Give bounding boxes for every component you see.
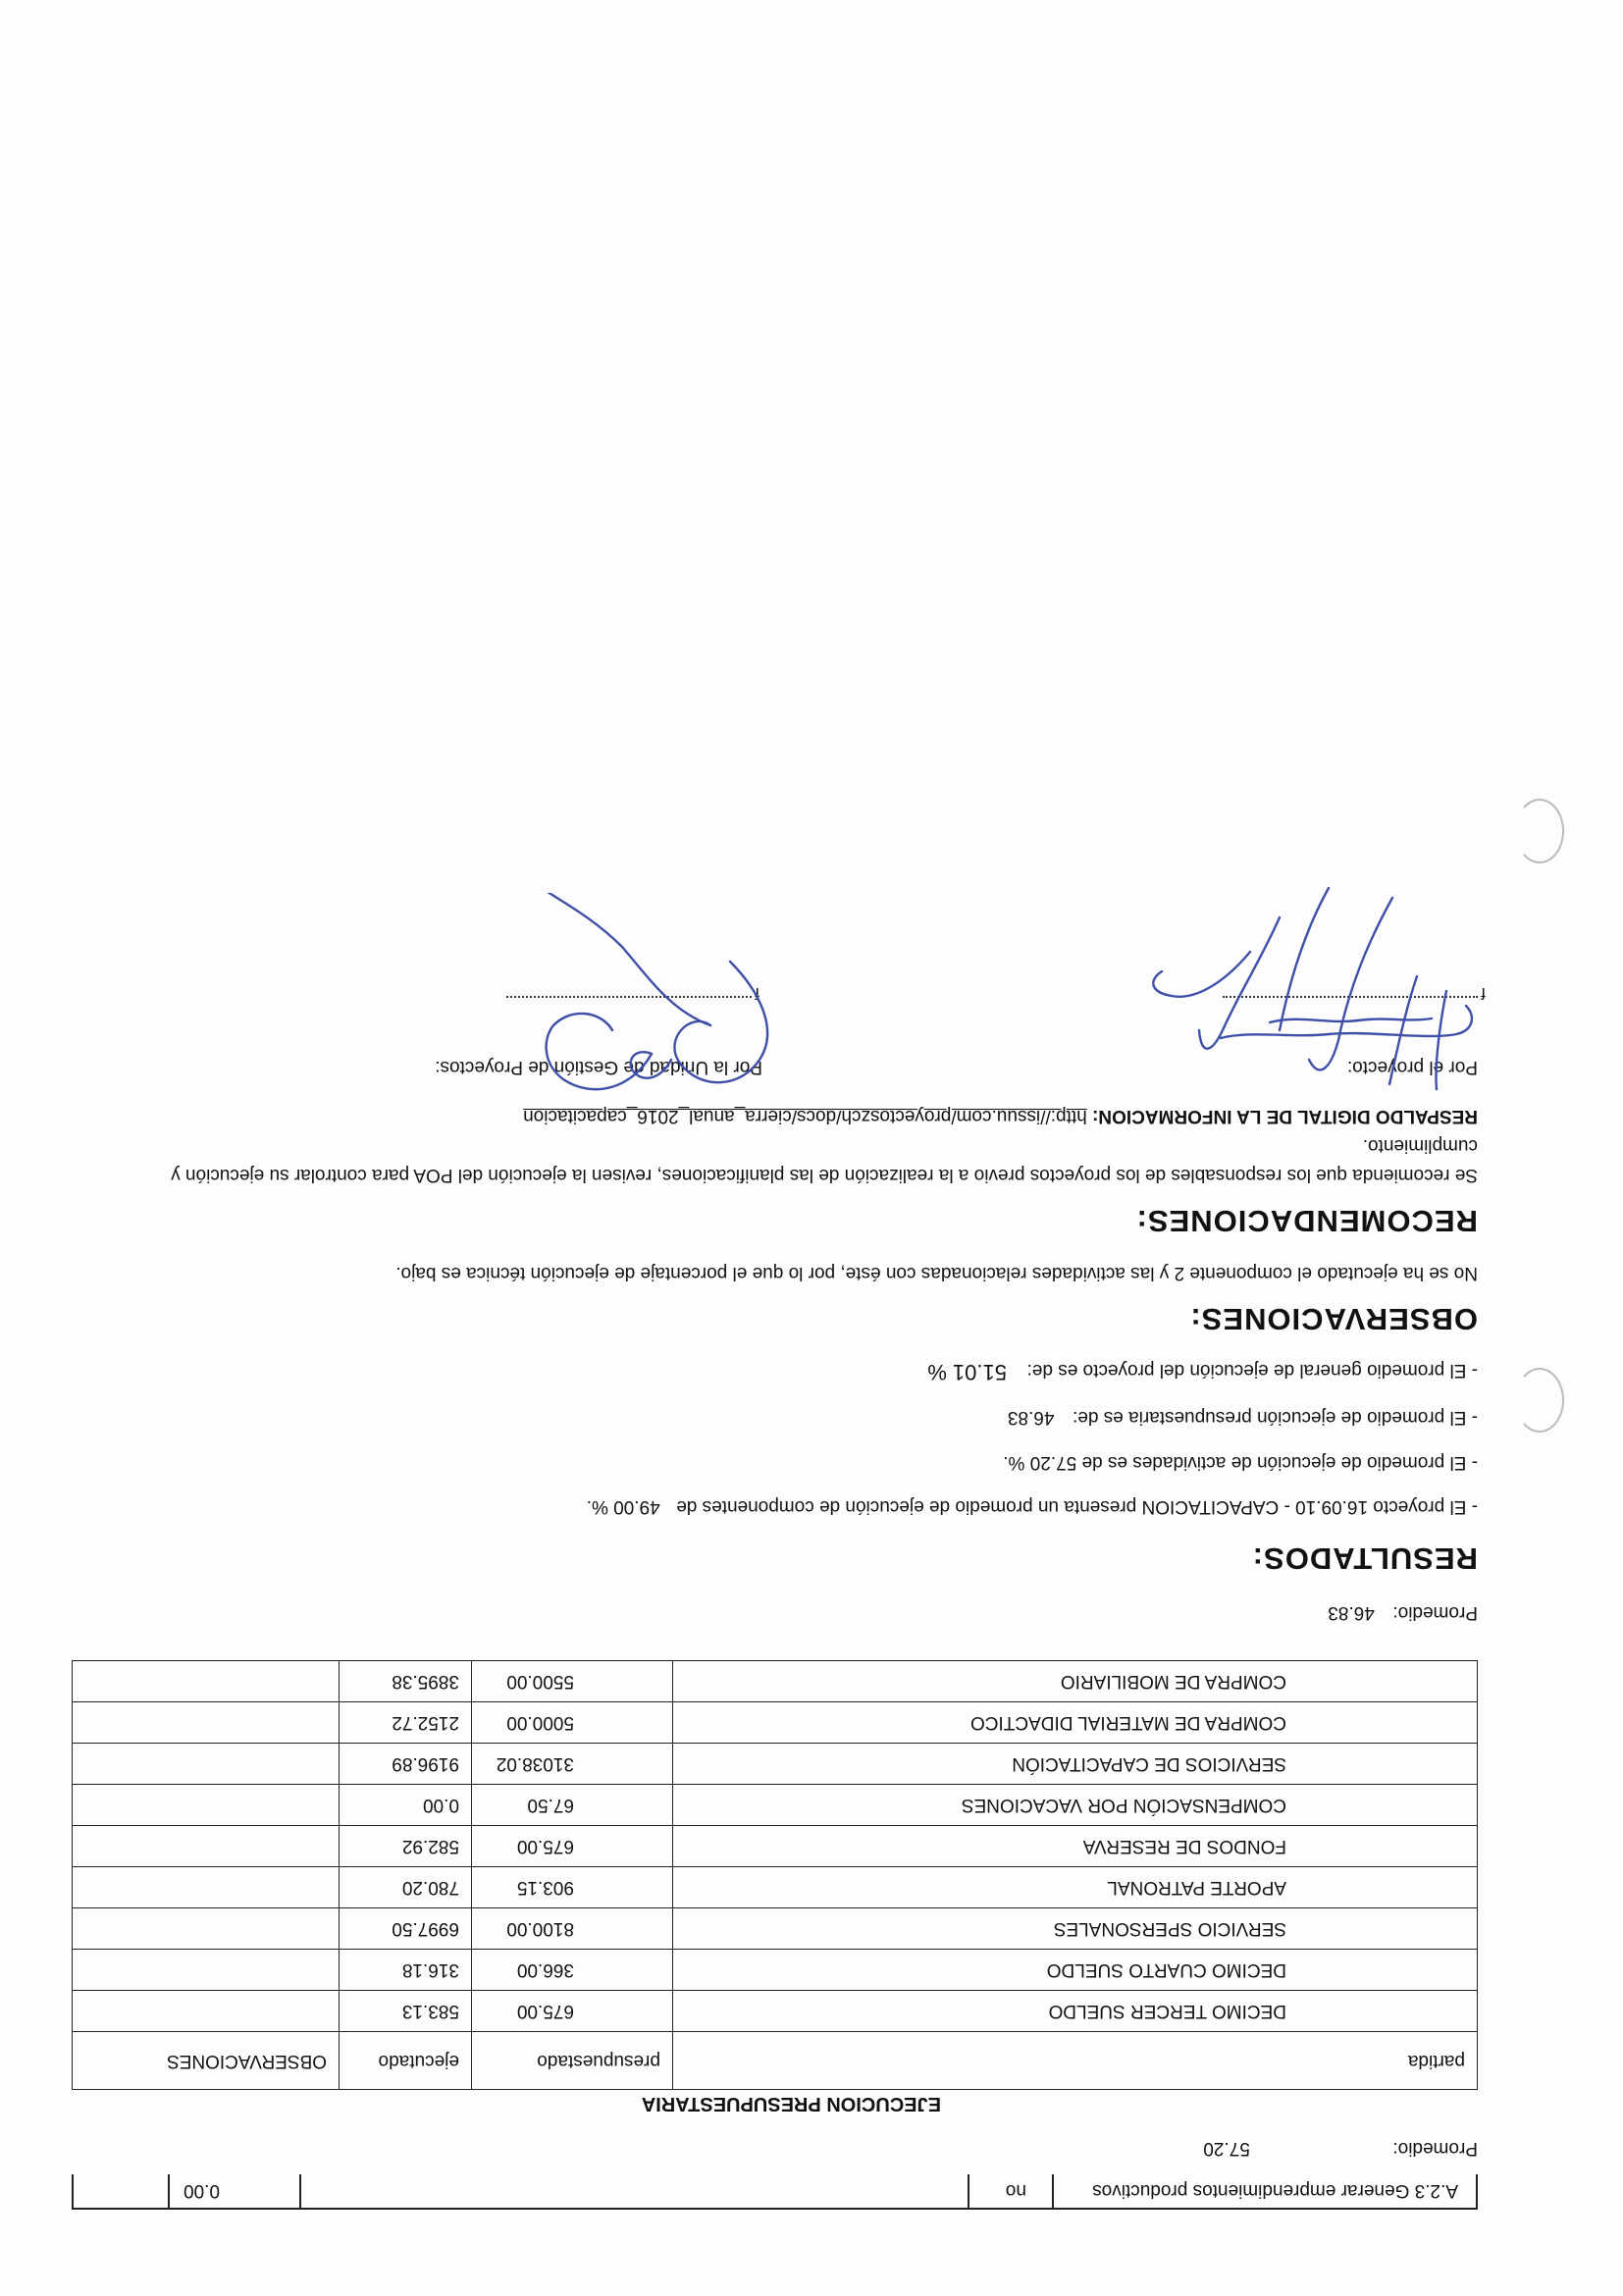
ejecutado-cell: 780.20 [340, 1867, 472, 1908]
header-partida: partida [673, 2032, 1478, 2090]
partida-cell: COMPENSACIÓN POR VACACIONES [673, 1785, 1478, 1826]
table-row [73, 1908, 1478, 1950]
ejecutado-cell: 582.92 [340, 1826, 472, 1867]
observaciones-cell [73, 1950, 340, 1991]
recomendaciones-heading: RECOMENDACIONES: [1135, 1204, 1478, 1238]
sig-stroke [674, 962, 767, 1082]
resultados-line-3-text: - El promedio de ejecución presupuestaria es de: [1073, 1407, 1478, 1428]
partida-cell: SERVICIO SPERSONALES [673, 1908, 1478, 1950]
ejecutado-cell: 3895.38 [340, 1661, 472, 1702]
ejecutado-cell: 2152.72 [340, 1702, 472, 1744]
resultados-line-1 [587, 1494, 1478, 1518]
resultados-line-4-text: - El promedio general de ejecución del proyecto es de: [1026, 1360, 1478, 1381]
budget-header-row [73, 2032, 1478, 2090]
sig-stroke [1270, 1018, 1432, 1022]
observaciones-cell [73, 1826, 340, 1867]
header-observaciones: OBSERVACIONES [73, 2032, 340, 2090]
observaciones-cell [73, 1744, 340, 1785]
presupuestado-cell: 67.50 [472, 1785, 673, 1826]
resultados-line-1-text: - El proyecto 16.09.10 - CAPACITACION presenta un promedio de ejecución de componentes de [676, 1496, 1478, 1517]
promedio-actividades [1203, 2137, 1478, 2159]
punch-hole-mark [1515, 799, 1564, 863]
promedio-value: 46.83 [1328, 1602, 1375, 1623]
promedio-label: Promedio: [1392, 2138, 1478, 2159]
header-ejecutado: ejecutado [340, 2032, 472, 2090]
presupuestado-cell: 675.00 [472, 1991, 673, 2032]
sig-stroke [1199, 917, 1280, 1049]
sig-stroke [1389, 976, 1417, 1084]
firma-proyecto-f: f [1481, 984, 1486, 1003]
table-row [73, 1744, 1478, 1785]
header-presupuestado: presupuestado [472, 2032, 673, 2090]
ejecutado-cell: 6997.50 [340, 1908, 472, 1950]
resultados-line-2: - El promedio de ejecución de actividades es de 57.20 %. [1003, 1452, 1478, 1473]
sig-stroke [1280, 888, 1329, 1030]
ejecutado-cell: 0.00 [340, 1785, 472, 1826]
partida-cell: DECIMO TERCER SUELDO [673, 1991, 1478, 2032]
ejecutado-cell: 9196.89 [340, 1744, 472, 1785]
presupuestado-cell: 5000.00 [472, 1702, 673, 1744]
table-row [73, 1867, 1478, 1908]
observaciones-cell [73, 1867, 340, 1908]
partida-cell: COMPRA DE MATERIAL DIDACTICO [673, 1702, 1478, 1744]
resultados-line-3 [1008, 1405, 1478, 1429]
promedio-value: 57.20 [1203, 2138, 1250, 2159]
resultados-line-3-value: 46.83 [1007, 1407, 1055, 1428]
presupuestado-cell: 5500.00 [472, 1661, 673, 1702]
ejecutado-cell: 583.13 [340, 1991, 472, 2032]
table-row [73, 1950, 1478, 1991]
sig-stroke [1309, 898, 1392, 1070]
sig-stroke [1436, 991, 1446, 1089]
promedio-label: Promedio: [1392, 1602, 1478, 1623]
respaldo-url: http://issuu.com/proyectoszch/docs/cierra_anual_2016_capacitacion [523, 1106, 1087, 1126]
budget-table [72, 1660, 1478, 2090]
recomendaciones-text: Se recomienda que los responsables de los proyectos previo a la realización de las planificaciones, revisen la ejecución del POA para controlar su ejecución y cumplimiento. [171, 1135, 1478, 1185]
presupuestado-cell: 366.00 [472, 1950, 673, 1991]
observaciones-cell [73, 1908, 340, 1950]
punch-hole-mark [1515, 1368, 1564, 1433]
firma-proyecto-label: Por el proyecto: [1346, 1057, 1478, 1077]
partida-cell: FONDOS DE RESERVA [673, 1826, 1478, 1867]
budget-title: EJECUCION PRESUPUESTARIA [641, 2093, 941, 2114]
proyecto-signature-graphic [1113, 844, 1486, 1099]
presupuestado-cell: 8100.00 [472, 1908, 673, 1950]
resultados-line-4-value: 51.01 % [927, 1360, 1007, 1384]
sig-stroke [542, 893, 710, 1025]
presupuestado-cell: 675.00 [472, 1826, 673, 1867]
firma-unidad-label: Por la Unidad de Gestión de Proyectos: [435, 1057, 762, 1077]
table-row [73, 1826, 1478, 1867]
respaldo-label: RESPALDO DIGITAL DE LA INFORMACION: [1091, 1106, 1478, 1126]
resultados-line-4 [927, 1358, 1478, 1383]
activity-row-fragment [72, 2174, 1478, 2210]
presupuestado-cell: 903.15 [472, 1867, 673, 1908]
partida-cell: APORTE PATRONAL [673, 1867, 1478, 1908]
resultados-line-1-value: 49.00 %. [586, 1496, 660, 1517]
observaciones-cell [73, 1702, 340, 1744]
observaciones-heading: OBSERVACIONES: [1189, 1302, 1478, 1336]
promedio-presupuesto [1328, 1601, 1478, 1623]
observaciones-text: No se ha ejecutado el componente 2 y las actividades relacionadas con éste, por lo que el porcentaje de ejecución técnica es bajo. [395, 1263, 1478, 1283]
activity-name: A.2.3 Generar emprendimientos productivos [1092, 2180, 1458, 2201]
sig-stroke [1153, 952, 1250, 997]
resultados-heading: RESULTADOS: [1251, 1541, 1478, 1576]
table-row [73, 1661, 1478, 1702]
table-row [73, 1785, 1478, 1826]
table-row [73, 1702, 1478, 1744]
observaciones-cell [73, 1785, 340, 1826]
partida-cell: SERVICIOS DE CAPACITACIÓN [673, 1744, 1478, 1785]
activity-value: 0.00 [183, 2180, 220, 2201]
observaciones-cell [73, 1991, 340, 2032]
partida-cell: DECIMO CUARTO SUELDO [673, 1950, 1478, 1991]
unidad-signature-graphic [504, 893, 799, 1119]
table-row [73, 1991, 1478, 2032]
activity-flag: no [1005, 2180, 1026, 2201]
presupuestado-cell: 31038.02 [472, 1744, 673, 1785]
partida-cell: COMPRA DE MOBILIARIO [673, 1661, 1478, 1702]
sig-stroke [547, 1014, 652, 1089]
observaciones-cell [73, 1661, 340, 1702]
ejecutado-cell: 316.18 [340, 1950, 472, 1991]
firma-unidad-f: f [755, 984, 759, 1003]
